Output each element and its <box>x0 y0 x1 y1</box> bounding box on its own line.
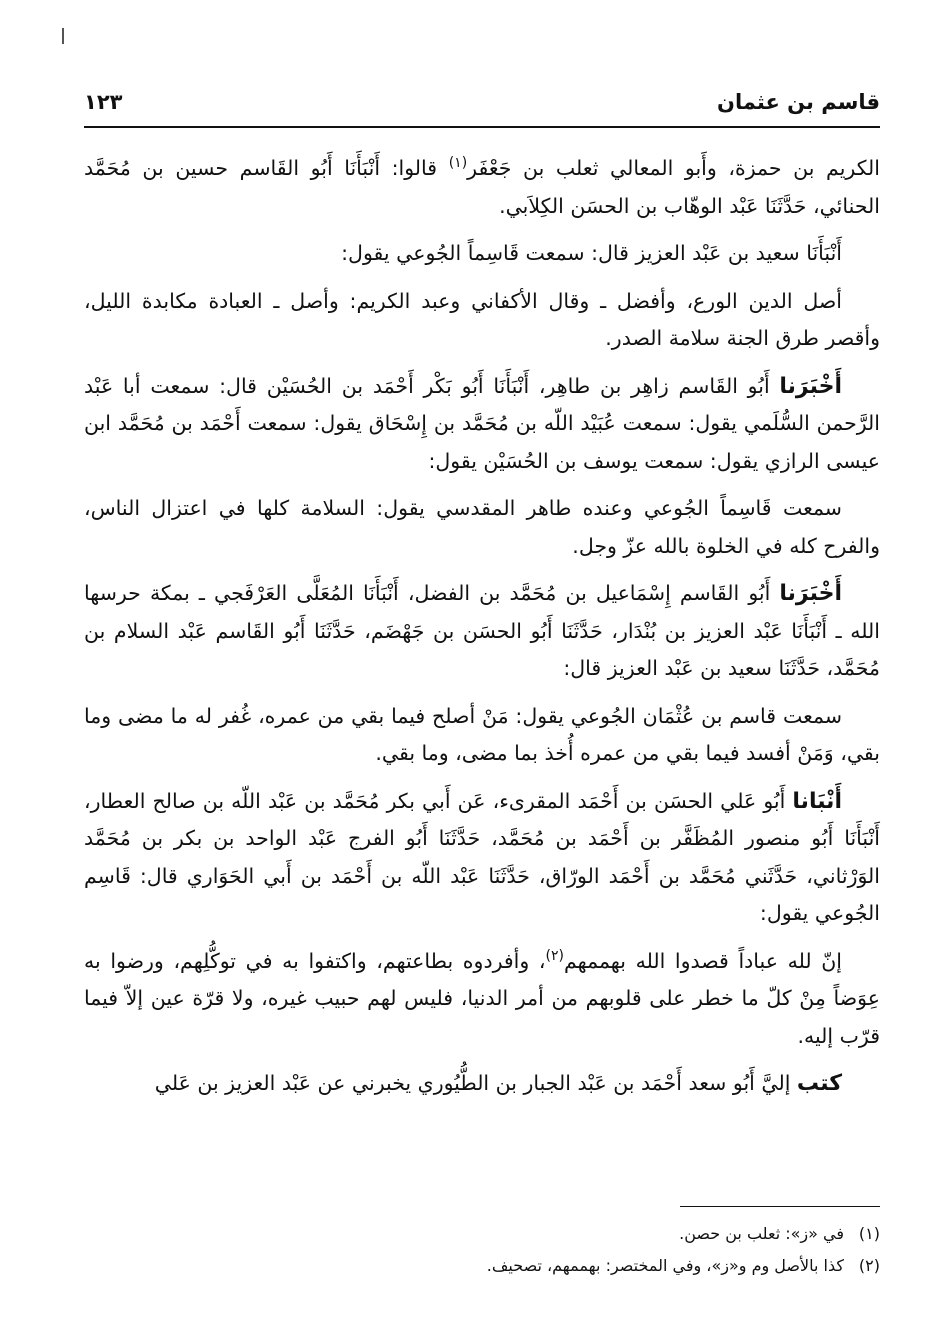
paragraph-2 <box>84 235 880 273</box>
paragraph-text: أَبُو القَاسم زاهِر بن طاهِر، أَنْبَأَنَا أَبُو بَكْر أَحْمَد بن الحُسَيْن قال: سمعت أبا عَبْد الرَّحمن السُّلَمي يقول: سمعت عُبَيْد اللّه بن مُحَمَّد بن إِسْحَاق يقول: سمعت أَحْمَد بن مُحَمَّد ابن عيسى الرازي يقول: سمعت يوسف بن الحُسَيْن يقول: <box>84 373 880 473</box>
isnad-keyword: أَخْبَرَنا <box>779 373 842 399</box>
paragraph-7 <box>84 698 880 773</box>
footnote-separator <box>680 1206 880 1207</box>
isnad-keyword: كتب <box>796 1071 842 1096</box>
paragraph-3 <box>84 283 880 358</box>
main-text <box>84 150 880 1113</box>
paragraph-text: سمعت قاسم بن عُثْمَان الجُوعي يقول: مَنْ أصلح فيما بقي من عمره، غُفر له ما مضى وما بقي، وَمَنْ أفسد فيما بقي من عمره أُخذ بما مضى، وما بقي. <box>84 703 880 765</box>
paragraph-text: سمعت قَاسِماً الجُوعي وعنده طاهر المقدسي يقول: السلامة كلها في اعتزال الناس، والفرح كله في الخلوة بالله عزّ وجل. <box>84 496 880 558</box>
paragraph-10 <box>84 1065 880 1103</box>
paragraph-1 <box>84 150 880 225</box>
isnad-keyword: أَنْبَانا <box>792 788 842 814</box>
paragraph-text: أَنْبَأَنَا سعيد بن عَبْد العزيز قال: سمعت قَاسِماً الجُوعي يقول: <box>341 241 842 265</box>
paragraph-6 <box>84 575 880 688</box>
footnote-ref-1: (١) <box>448 155 468 172</box>
paragraph-text: أصل الدين الورع، وأفضل ـ وقال الأكفاني وعبد الكريم: وأصل ـ العبادة مكابدة الليل، وأقصر طرق الجنة سلامة الصدر. <box>84 288 880 350</box>
paragraph-text-cont: قالوا: أَنْبَأَنَا أَبُو القَاسم حسين بن مُحَمَّد الحنائي، حَدَّثَنَا عَبْد الوهّاب بن الحسَن الكِلاَبي. <box>84 156 880 218</box>
footnote-number: (٢) <box>858 1256 880 1275</box>
footnote-number: (١) <box>858 1224 880 1243</box>
page-number: ١٢٣ <box>84 90 123 114</box>
running-title: قاسم بن عثمان <box>717 90 880 114</box>
footnotes <box>84 1218 880 1282</box>
footnote-2 <box>84 1250 880 1282</box>
footnote-text: في «ز»: ثعلب بن حصن. <box>679 1224 844 1243</box>
footnote-text: كذا بالأصل وم و«ز»، وفي المختصر: بهممهم، تصحيف. <box>486 1256 844 1275</box>
footnote-1 <box>84 1218 880 1250</box>
paragraph-text: إنّ لله عباداً قصدوا الله بهممهم <box>564 948 842 973</box>
scan-mark <box>62 28 64 44</box>
isnad-keyword: أَخْبَرَنا <box>779 581 842 606</box>
running-header <box>84 86 880 128</box>
paragraph-text: إليَّ أَبُو سعد أَحْمَد بن عَبْد الجبار بن الطُّيُوري يخبرني عن عَبْد العزيز بن عَلي <box>154 1071 797 1095</box>
paragraph-text: أَبُو القَاسم إِسْمَاعيل بن مُحَمَّد بن الفضل، أَنْبَأَنَا المُعَلَّى العَرْفَجي ـ بمكة حرسها الله ـ أَنْبَأَنَا عَبْد العزيز بن بُنْدَار، حَدَّثَنَا أَبُو الحسَن بن جَهْضَم، حَدَّثَنَا أَبُو القَاسم عَبْد السلام بن مُحَمَّد، حَدَّثَنَا سعيد بن عَبْد العزيز قال: <box>84 581 880 680</box>
paragraph-8 <box>84 783 880 933</box>
paragraph-text: الكريم بن حمزة، وأَبو المعالي ثعلب بن جَعْفَر <box>467 156 880 180</box>
paragraph-text: أَبُو عَلي الحسَن بن أَحْمَد المقرىء، عَن أَبي بكر مُحَمَّد بن عَبْد اللّه بن صالح العطار، أَنْبَأَنَا أَبُو منصور المُظَفَّر بن أَحْمَد بن مُحَمَّد، حَدَّثَنَا أَبُو الفرج عَبْد الواحد بن بكر بن مُحَمَّد الوَرْثاني، حَدَّثَني مُحَمَّد بن أَحْمَد الورّاق، حَدَّثَنَا عَبْد اللّه بن أَحْمَد بن أَبي الحَوَاري قال: قَاسِم الجُوعي يقول: <box>84 788 880 925</box>
paragraph-text-cont: ، وأفردوه بطاعتهم، واكتفوا به في توكُّلِهم، ورضوا به عِوَضاً مِنْ كلّ ما خطر على قلوبهم من أمر الدنيا، فليس لهم حبيب غيره، ولا قرّة عين إلاّ فيما قرّب إليه. <box>84 948 880 1048</box>
paragraph-9 <box>84 943 880 1056</box>
footnote-ref-2: (٢) <box>545 947 564 964</box>
paragraph-4 <box>84 368 880 481</box>
paragraph-5 <box>84 490 880 565</box>
